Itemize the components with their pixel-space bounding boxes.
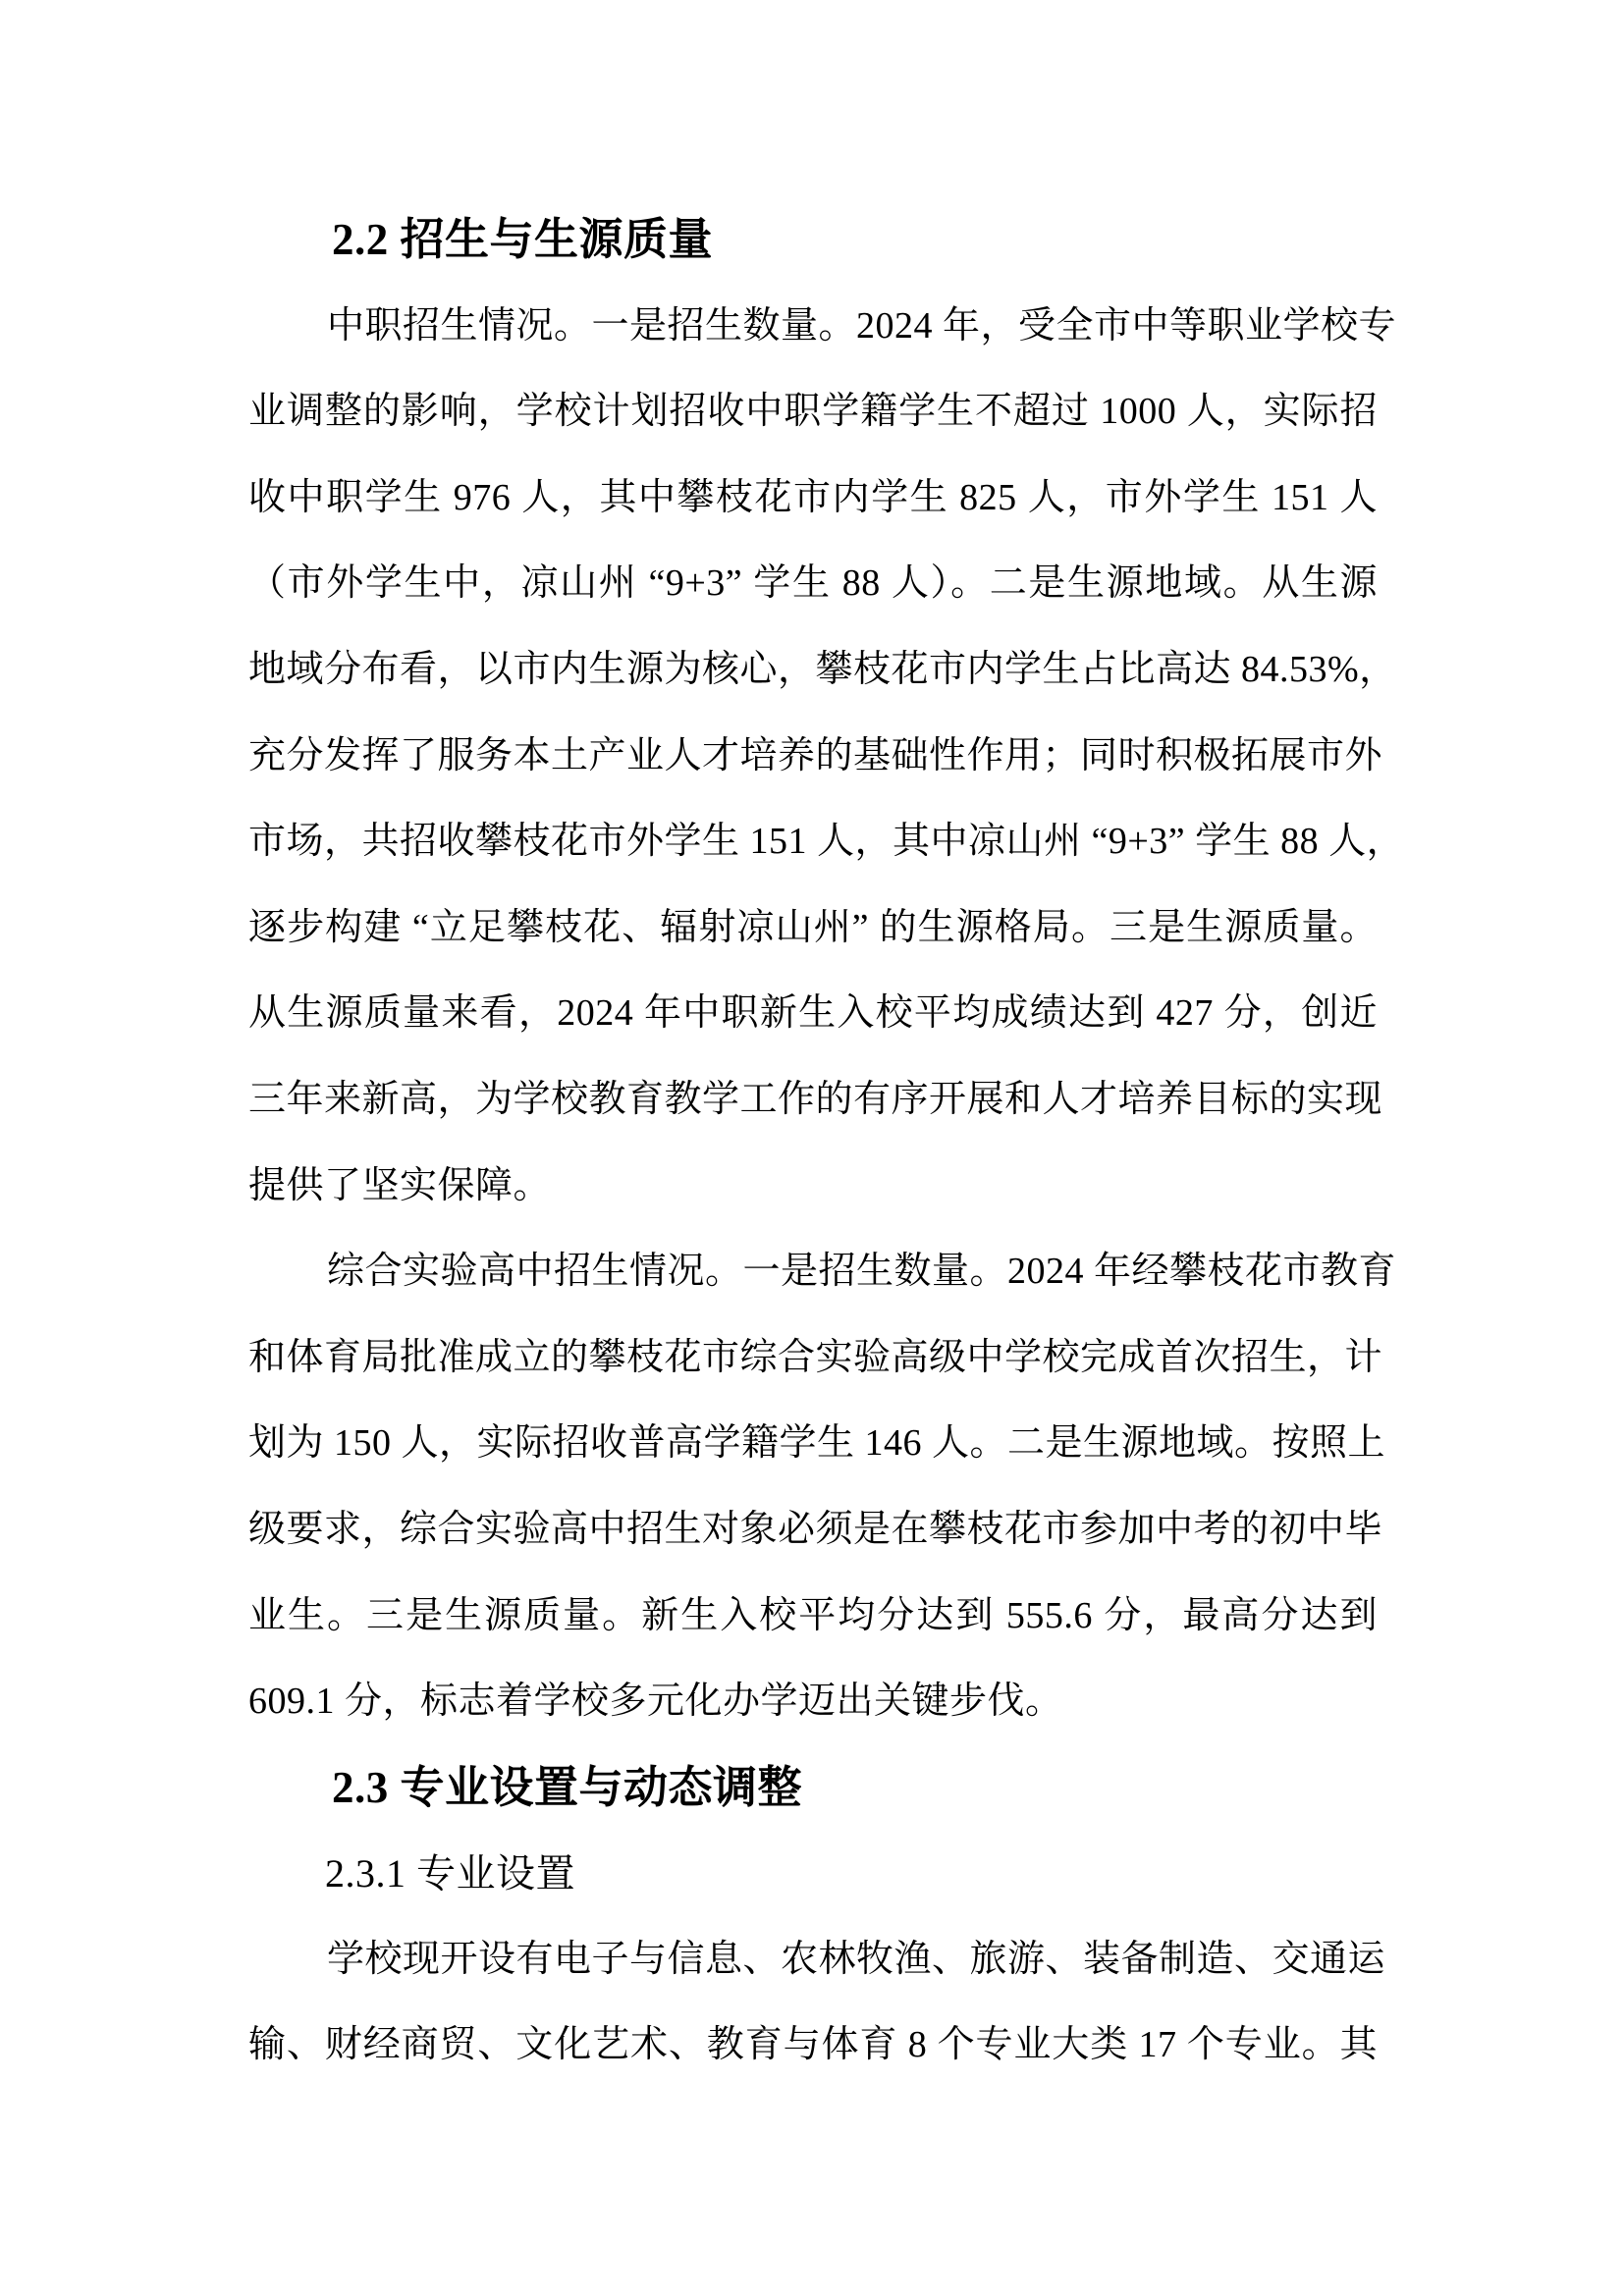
section-heading-2-2: 2.2 招生与生源质量 — [332, 215, 714, 264]
paragraph-line: 输、财经商贸、文化艺术、教育与体育 8 个专业大类 17 个专业。其 — [248, 2024, 1378, 2066]
paragraph-line: 综合实验高中招生情况。一是招生数量。2024 年经攀枝花市教育 — [327, 1251, 1397, 1293]
paragraph-line: 和体育局批准成立的攀枝花市综合实验高级中学校完成首次招生，计 — [248, 1336, 1383, 1378]
paragraph-line: 提供了坚实保障。 — [248, 1164, 552, 1206]
paragraph-line: 逐步构建 “立足攀枝花、辐射凉山州” 的生源格局。三是生源质量。 — [248, 906, 1378, 948]
paragraph-line: 业生。三是生源质量。新生入校平均分达到 555.6 分，最高分达到 — [248, 1594, 1378, 1636]
paragraph-line: 级要求，综合实验高中招生对象必须是在攀枝花市参加中考的初中毕 — [248, 1508, 1383, 1550]
paragraph-line: 中职招生情况。一是招生数量。2024 年，受全市中等职业学校专 — [327, 304, 1397, 347]
paragraph-line: （市外学生中，凉山州 “9+3” 学生 88 人）。二是生源地域。从生源 — [248, 562, 1378, 605]
paragraph-line: 学校现开设有电子与信息、农林牧渔、旅游、装备制造、交通运 — [327, 1938, 1386, 1980]
paragraph-line: 三年来新高，为学校教育教学工作的有序开展和人才培养目标的实现 — [248, 1078, 1383, 1120]
paragraph-line: 市场，共招收攀枝花市外学生 151 人，其中凉山州 “9+3” 学生 88 人， — [248, 821, 1405, 863]
paragraph-line: 充分发挥了服务本土产业人才培养的基础性作用；同时积极拓展市外 — [248, 734, 1383, 776]
paragraph-line: 地域分布看，以市内生源为核心，攀枝花市内学生占比高达 84.53%， — [248, 648, 1397, 690]
paragraph-line: 业调整的影响，学校计划招收中职学籍学生不超过 1000 人，实际招 — [248, 391, 1378, 433]
paragraph-line: 609.1 分，标志着学校多元化办学迈出关键步伐。 — [248, 1681, 1063, 1723]
text-column — [248, 197, 1405, 2089]
paragraph-line: 收中职学生 976 人，其中攀枝花市内学生 825 人，市外学生 151 人 — [248, 476, 1378, 518]
paragraph-line: 划为 150 人，实际招收普高学籍学生 146 人。二是生源地域。按照上 — [248, 1422, 1386, 1465]
subsection-heading-2-3-1: 2.3.1 专业设置 — [325, 1851, 575, 1896]
section-heading-2-3: 2.3 专业设置与动态调整 — [332, 1762, 803, 1812]
paragraph-line: 从生源质量来看，2024 年中职新生入校平均成绩达到 427 分，创近 — [248, 992, 1378, 1035]
